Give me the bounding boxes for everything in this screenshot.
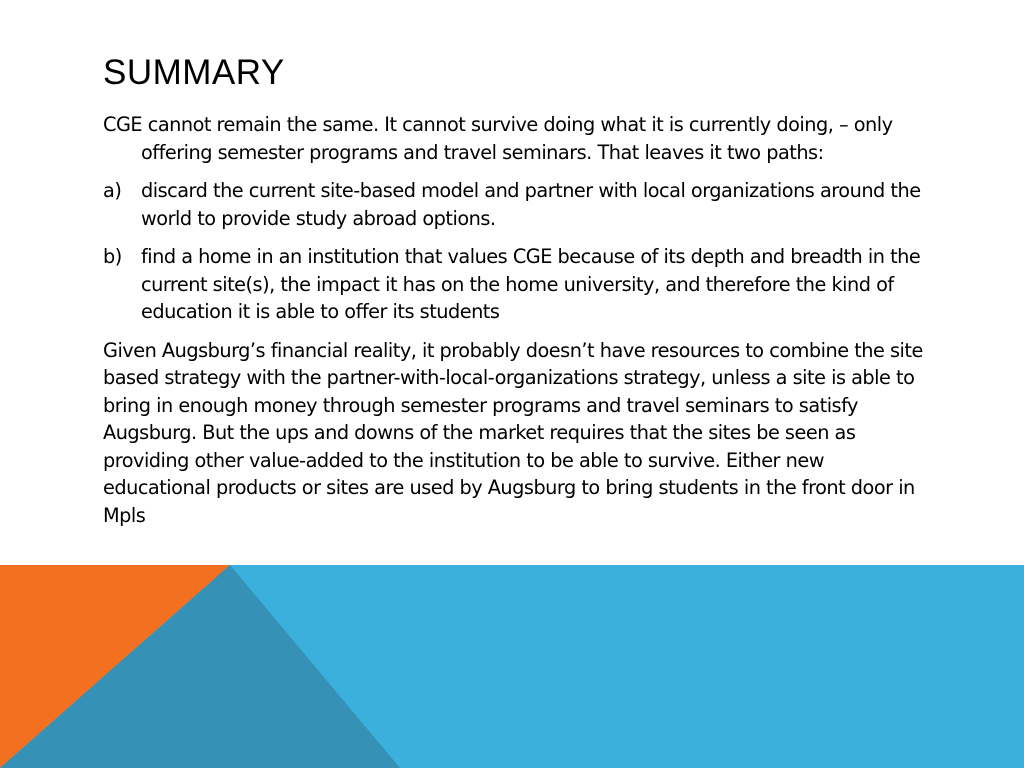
intro-paragraph: CGE cannot remain the same. It cannot survive doing what it is currently doing, – only offering semester programs and travel seminars. That leaves it two paths: xyxy=(103,113,893,164)
option-a xyxy=(103,177,933,232)
option-b-marker: b) xyxy=(103,245,122,268)
option-a-marker: a) xyxy=(103,179,122,202)
option-a-text: discard the current site-based model and partner with local organizations around the world to provide study abroad options. xyxy=(141,179,921,230)
slide-title: SUMMARY xyxy=(103,53,285,92)
conclusion-paragraph: Given Augsburg’s financial reality, it probably doesn’t have resources to combine the site based strategy with the partner-with-local-organizations strategy, unless a site is able to bring in enough money through semester programs and travel seminars to satisfy Augsburg. But the ups and downs of the market requires that the sites be seen as providing other value-added to the institution to be able to survive. Either new educational products or sites are used by Augsburg to bring students in the front door in Mpls xyxy=(103,338,923,527)
option-b xyxy=(103,243,933,326)
decorative-footer-shapes xyxy=(0,565,1024,768)
option-b-text: find a home in an institution that values CGE because of its depth and breadth in the current site(s), the impact it has on the home university, and therefore the kind of education it is able to offer its students xyxy=(141,245,921,323)
slide-body xyxy=(103,111,933,529)
